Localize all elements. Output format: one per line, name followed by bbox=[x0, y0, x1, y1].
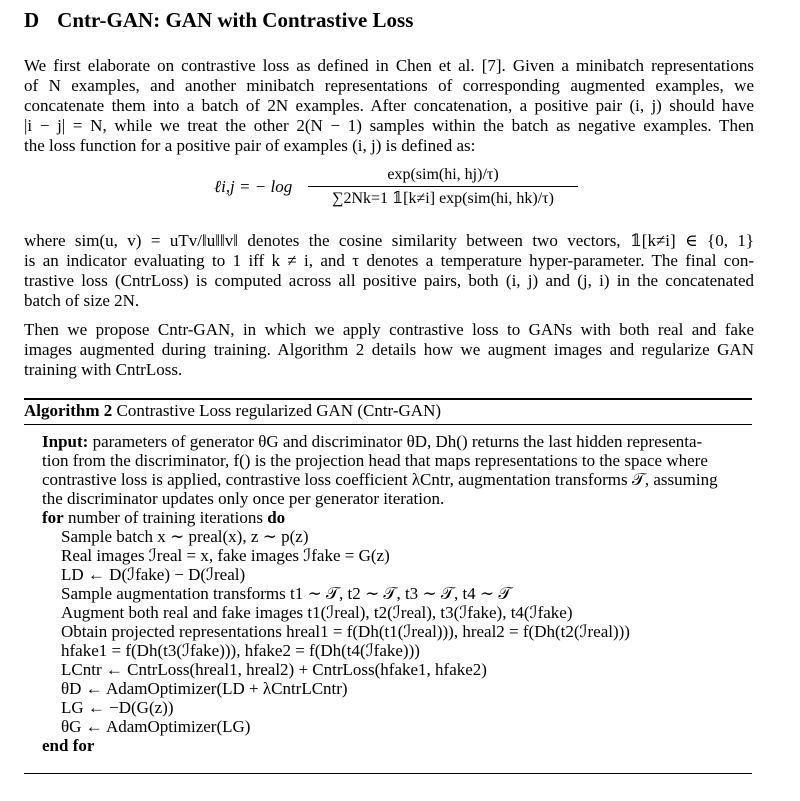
text-line: |i − j| = N, while we treat the other 2(N − 1) samples within the batch as negative examples. Then bbox=[24, 116, 754, 135]
text-line: where sim(u, v) = uTv/‖u‖‖v‖ denotes the cosine similarity between two vectors, 𝟙[k≠i] ∈ {0, 1} bbox=[24, 231, 754, 250]
text-line: images augmented during training. Algorithm 2 details how we augment images and regularize GAN bbox=[24, 340, 754, 359]
algorithm-body bbox=[24, 432, 754, 755]
algorithm-step: Sample batch x ∼ preal(x), z ∼ p(z) bbox=[61, 527, 309, 546]
text-line: concatenate them into a batch of 2N examples. After concatenation, a positive pair (i, j) should have bbox=[24, 96, 754, 115]
algorithm-for-line: for number of training iterations do bbox=[42, 508, 286, 527]
input-keyword: Input: bbox=[42, 432, 89, 451]
for-keyword: for bbox=[42, 508, 64, 527]
equation-numerator: exp(sim(hi, hj)/τ) bbox=[387, 166, 499, 183]
end-for-keyword: end for bbox=[42, 736, 95, 755]
algorithm-step: Real images ℐreal = x, fake images ℐfake = G(z) bbox=[61, 546, 390, 565]
text-line: the loss function for a positive pair of examples (i, j) is defined as: bbox=[24, 136, 476, 155]
section-number: D bbox=[24, 8, 40, 32]
algorithm-bottom-rule bbox=[24, 773, 752, 774]
algorithm-step: LD ← D(ℐfake) − D(ℐreal) bbox=[61, 565, 246, 584]
algorithm-step: θD ← AdamOptimizer(LD + λCntrLCntr) bbox=[61, 679, 348, 698]
algorithm-step: Obtain projected representations hreal1 = f(Dh(t1(ℐreal))), hreal2 = f(Dh(t2(ℐreal))) bbox=[61, 622, 630, 641]
equation-denominator: ∑2Nk=1 𝟙[k≠i] exp(sim(hi, hk)/τ) bbox=[332, 190, 554, 207]
algorithm-top-rule bbox=[24, 398, 752, 400]
paragraph-cntr-gan-intro bbox=[24, 320, 754, 380]
algorithm-caption bbox=[24, 401, 441, 421]
equation-fraction bbox=[308, 164, 578, 211]
section-heading bbox=[24, 8, 413, 33]
paragraph-cosine-similarity bbox=[24, 231, 754, 311]
text-line: of N examples, and another minibatch representations of corresponding augmented examples, we bbox=[24, 76, 754, 95]
algorithm-input-line: Input: parameters of generator θG and discriminator θD, Dh() returns the last hidden representa- bbox=[42, 432, 703, 451]
text-line: training with CntrLoss. bbox=[24, 360, 183, 379]
do-keyword: do bbox=[267, 508, 286, 527]
algorithm-input-line: tion from the discriminator, f() is the projection head that maps representations to the space where bbox=[42, 451, 708, 470]
algorithm-caption-rule bbox=[24, 424, 752, 425]
text-line: trastive loss (CntrLoss) is computed across all positive pairs, both (i, j) and (j, i) in the concatenated bbox=[24, 271, 754, 290]
algorithm-step: hfake1 = f(Dh(t3(ℐfake))), hfake2 = f(Dh(t4(ℐfake))) bbox=[61, 641, 420, 660]
algorithm-label: Algorithm 2 bbox=[24, 401, 113, 420]
equation-lhs: ℓi,j = − log bbox=[214, 177, 293, 196]
text-line: is an indicator evaluating to 1 iff k ≠ i, and τ denotes a temperature hyper-parameter. The final con- bbox=[24, 251, 754, 270]
text-line: Then we propose Cntr-GAN, in which we apply contrastive loss to GANs with both real and fake bbox=[24, 320, 754, 339]
algorithm-step: LG ← −D(G(z)) bbox=[61, 698, 174, 717]
section-title: Cntr-GAN: GAN with Contrastive Loss bbox=[57, 8, 414, 32]
loss-equation bbox=[24, 164, 754, 218]
text-line: batch of size 2N. bbox=[24, 291, 140, 310]
algorithm-step: Augment both real and fake images t1(ℐreal), t2(ℐreal), t3(ℐfake), t4(ℐfake) bbox=[61, 603, 573, 622]
algorithm-title: Contrastive Loss regularized GAN (Cntr-GAN) bbox=[116, 401, 442, 420]
algorithm-step: LCntr ← CntrLoss(hreal1, hreal2) + CntrLoss(hfake1, hfake2) bbox=[61, 660, 487, 679]
algorithm-step: Sample augmentation transforms t1 ∼ 𝒯, t2 ∼ 𝒯, t3 ∼ 𝒯, t4 ∼ 𝒯 bbox=[61, 584, 512, 603]
algorithm-input-line: the discriminator updates only once per generator iteration. bbox=[42, 489, 445, 508]
algorithm-input-line: contrastive loss is applied, contrastive loss coefficient λCntr, augmentation transforms 𝒯, assuming bbox=[42, 470, 718, 489]
paragraph-contrastive-definition bbox=[24, 56, 754, 156]
text-line: We first elaborate on contrastive loss as defined in Chen et al. [7]. Given a minibatch representations bbox=[24, 56, 754, 75]
algorithm-step: θG ← AdamOptimizer(LG) bbox=[61, 717, 251, 736]
